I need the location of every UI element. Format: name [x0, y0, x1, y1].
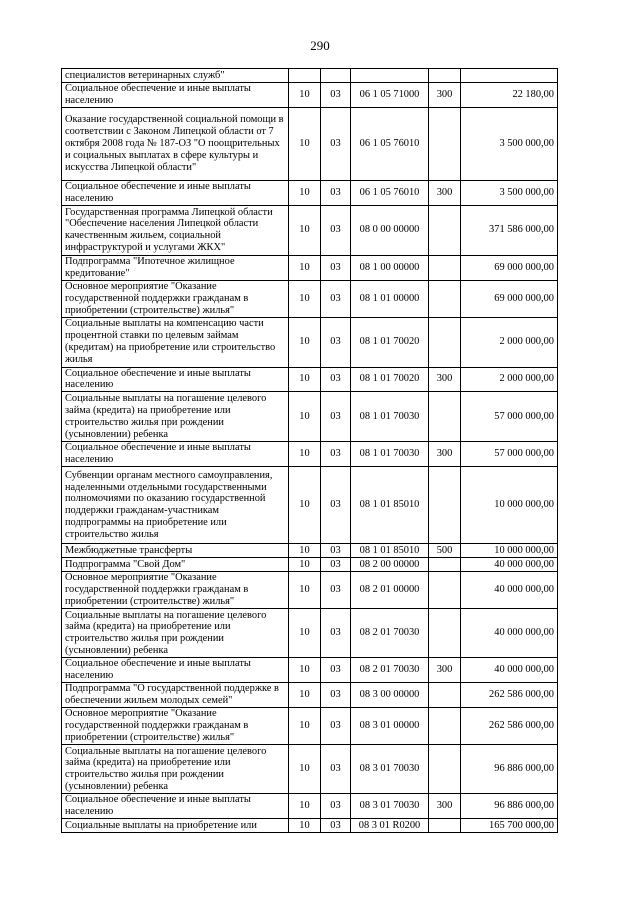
- row-section: 10: [289, 83, 321, 108]
- table-row: [62, 205, 558, 255]
- row-amount: 2 000 000,00: [461, 367, 558, 392]
- row-target-article: 08 1 00 00000: [351, 255, 429, 280]
- row-expense-type: 300: [429, 367, 461, 392]
- row-expense-type: 300: [429, 794, 461, 819]
- table-row: [62, 794, 558, 819]
- table-row: [62, 683, 558, 708]
- row-target-article: 08 2 00 00000: [351, 558, 429, 572]
- table-row: [62, 367, 558, 392]
- row-section: 10: [289, 609, 321, 658]
- row-name: Подпрограмма "Ипотечное жилищное кредитование": [62, 255, 289, 280]
- row-subsection: 03: [321, 467, 351, 544]
- row-target-article: 06 1 05 76010: [351, 108, 429, 181]
- row-name: Основное мероприятие "Оказание государственной поддержки гражданам в приобретении (строительстве) жилья": [62, 708, 289, 745]
- row-section: 10: [289, 794, 321, 819]
- row-name: Социальное обеспечение и иные выплаты населению: [62, 658, 289, 683]
- row-target-article: 08 2 01 00000: [351, 572, 429, 609]
- row-target-article: 08 1 01 85010: [351, 467, 429, 544]
- row-target-article: 08 3 01 R0200: [351, 819, 429, 833]
- row-amount: 22 180,00: [461, 83, 558, 108]
- row-section: 10: [289, 708, 321, 745]
- table-row: [62, 442, 558, 467]
- row-section: 10: [289, 544, 321, 558]
- row-target-article: 06 1 05 76010: [351, 181, 429, 206]
- table-row: [62, 108, 558, 181]
- row-section: 10: [289, 572, 321, 609]
- row-amount: 10 000 000,00: [461, 544, 558, 558]
- budget-table-body: [62, 69, 558, 833]
- row-expense-type: [429, 558, 461, 572]
- row-subsection: 03: [321, 317, 351, 367]
- row-target-article: 06 1 05 71000: [351, 83, 429, 108]
- table-row: [62, 467, 558, 544]
- row-expense-type: 300: [429, 658, 461, 683]
- table-row: [62, 317, 558, 367]
- row-section: 10: [289, 367, 321, 392]
- row-expense-type: 300: [429, 181, 461, 206]
- row-section: 10: [289, 317, 321, 367]
- row-subsection: 03: [321, 658, 351, 683]
- row-expense-type: [429, 392, 461, 442]
- row-name: Социальное обеспечение и иные выплаты населению: [62, 367, 289, 392]
- row-section: 10: [289, 181, 321, 206]
- row-subsection: 03: [321, 572, 351, 609]
- row-amount: 40 000 000,00: [461, 572, 558, 609]
- row-section: 10: [289, 558, 321, 572]
- row-expense-type: [429, 108, 461, 181]
- row-subsection: 03: [321, 367, 351, 392]
- table-row: [62, 181, 558, 206]
- table-row: [62, 745, 558, 794]
- row-name: специалистов ветеринарных служб": [62, 69, 289, 83]
- row-name: Субвенции органам местного самоуправления, наделенными отдельными государственными полномочиями по оказанию государственной поддержки гражданам-участникам подпрограммы на приобретение или строительство жилья: [62, 467, 289, 544]
- row-subsection: 03: [321, 442, 351, 467]
- row-amount: 40 000 000,00: [461, 609, 558, 658]
- row-section: [289, 69, 321, 83]
- row-amount: 57 000 000,00: [461, 442, 558, 467]
- row-amount: 69 000 000,00: [461, 255, 558, 280]
- row-target-article: 08 1 01 70020: [351, 367, 429, 392]
- row-name: Социальные выплаты на погашение целевого займа (кредита) на приобретение или строительство жилья при рождении (усыновлении) ребенка: [62, 609, 289, 658]
- row-expense-type: 500: [429, 544, 461, 558]
- row-name: Социальное обеспечение и иные выплаты населению: [62, 83, 289, 108]
- row-section: 10: [289, 255, 321, 280]
- row-section: 10: [289, 819, 321, 833]
- row-expense-type: [429, 609, 461, 658]
- row-target-article: 08 1 01 85010: [351, 544, 429, 558]
- row-section: 10: [289, 108, 321, 181]
- row-amount: 40 000 000,00: [461, 658, 558, 683]
- row-section: 10: [289, 467, 321, 544]
- row-expense-type: [429, 280, 461, 317]
- row-name: Подпрограмма "Свой Дом": [62, 558, 289, 572]
- page-number: 290: [310, 38, 330, 53]
- row-subsection: 03: [321, 558, 351, 572]
- row-target-article: 08 3 01 70030: [351, 745, 429, 794]
- budget-table: [61, 68, 558, 833]
- table-row: [62, 572, 558, 609]
- row-amount: 57 000 000,00: [461, 392, 558, 442]
- table-row: [62, 819, 558, 833]
- row-expense-type: [429, 255, 461, 280]
- row-name: Государственная программа Липецкой области "Обеспечение населения Липецкой области качественным жильем, социальной инфраструктурой и услугами ЖКХ": [62, 205, 289, 255]
- row-amount: 10 000 000,00: [461, 467, 558, 544]
- row-subsection: [321, 69, 351, 83]
- row-section: 10: [289, 205, 321, 255]
- table-row: [62, 708, 558, 745]
- row-target-article: 08 2 01 70030: [351, 609, 429, 658]
- row-name: Социальное обеспечение и иные выплаты населению: [62, 442, 289, 467]
- row-target-article: 08 1 01 70030: [351, 392, 429, 442]
- row-section: 10: [289, 442, 321, 467]
- row-subsection: 03: [321, 708, 351, 745]
- row-expense-type: [429, 69, 461, 83]
- row-expense-type: [429, 572, 461, 609]
- row-expense-type: [429, 467, 461, 544]
- row-subsection: 03: [321, 392, 351, 442]
- row-target-article: 08 3 01 00000: [351, 708, 429, 745]
- table-row: [62, 69, 558, 83]
- row-target-article: 08 2 01 70030: [351, 658, 429, 683]
- row-subsection: 03: [321, 83, 351, 108]
- row-name: Социальные выплаты на погашение целевого займа (кредита) на приобретение или строительство жилья при рождении (усыновлении) ребенка: [62, 745, 289, 794]
- row-name: Социальное обеспечение и иные выплаты населению: [62, 794, 289, 819]
- row-subsection: 03: [321, 544, 351, 558]
- row-section: 10: [289, 280, 321, 317]
- row-amount: 3 500 000,00: [461, 108, 558, 181]
- row-subsection: 03: [321, 181, 351, 206]
- row-name: Подпрограмма "О государственной поддержке в обеспечении жильем молодых семей": [62, 683, 289, 708]
- row-subsection: 03: [321, 794, 351, 819]
- row-expense-type: [429, 745, 461, 794]
- table-row: [62, 280, 558, 317]
- table-row: [62, 83, 558, 108]
- row-section: 10: [289, 392, 321, 442]
- row-subsection: 03: [321, 205, 351, 255]
- table-row: [62, 392, 558, 442]
- row-target-article: 08 3 01 70030: [351, 794, 429, 819]
- row-expense-type: [429, 317, 461, 367]
- row-amount: 165 700 000,00: [461, 819, 558, 833]
- row-section: 10: [289, 683, 321, 708]
- row-target-article: 08 1 01 70030: [351, 442, 429, 467]
- row-target-article: 08 1 01 00000: [351, 280, 429, 317]
- row-section: 10: [289, 745, 321, 794]
- row-name: Социальные выплаты на приобретение или: [62, 819, 289, 833]
- row-amount: 371 586 000,00: [461, 205, 558, 255]
- row-amount: [461, 69, 558, 83]
- row-subsection: 03: [321, 819, 351, 833]
- row-expense-type: [429, 819, 461, 833]
- row-name: Основное мероприятие "Оказание государственной поддержки гражданам в приобретении (строительстве) жилья": [62, 280, 289, 317]
- row-expense-type: [429, 708, 461, 745]
- row-amount: 2 000 000,00: [461, 317, 558, 367]
- row-name: Социальные выплаты на компенсацию части процентной ставки по целевым займам (кредитам) на приобретение или строительство жилья: [62, 317, 289, 367]
- row-amount: 3 500 000,00: [461, 181, 558, 206]
- row-subsection: 03: [321, 280, 351, 317]
- row-expense-type: [429, 205, 461, 255]
- table-row: [62, 255, 558, 280]
- row-subsection: 03: [321, 255, 351, 280]
- row-subsection: 03: [321, 609, 351, 658]
- row-section: 10: [289, 658, 321, 683]
- table-row: [62, 558, 558, 572]
- row-expense-type: 300: [429, 442, 461, 467]
- row-name: Основное мероприятие "Оказание государственной поддержки гражданам в приобретении (строительстве) жилья": [62, 572, 289, 609]
- table-row: [62, 609, 558, 658]
- row-subsection: 03: [321, 108, 351, 181]
- row-amount: 96 886 000,00: [461, 745, 558, 794]
- row-expense-type: 300: [429, 83, 461, 108]
- row-subsection: 03: [321, 683, 351, 708]
- row-amount: 262 586 000,00: [461, 708, 558, 745]
- row-amount: 96 886 000,00: [461, 794, 558, 819]
- row-target-article: 08 3 00 00000: [351, 683, 429, 708]
- row-target-article: 08 1 01 70020: [351, 317, 429, 367]
- row-name: Социальное обеспечение и иные выплаты населению: [62, 181, 289, 206]
- row-name: Социальные выплаты на погашение целевого займа (кредита) на приобретение или строительство жилья при рождении (усыновлении) ребенка: [62, 392, 289, 442]
- table-row: [62, 658, 558, 683]
- row-name: Оказание государственной социальной помощи в соответствии с Законом Липецкой области от 7 октября 2008 года № 187-ОЗ "О поощрительных и социальных выплатах в сфере культуры и искусства Липецкой области": [62, 108, 289, 181]
- row-expense-type: [429, 683, 461, 708]
- row-target-article: [351, 69, 429, 83]
- row-target-article: 08 0 00 00000: [351, 205, 429, 255]
- row-amount: 69 000 000,00: [461, 280, 558, 317]
- row-name: Межбюджетные трансферты: [62, 544, 289, 558]
- table-row: [62, 544, 558, 558]
- row-amount: 262 586 000,00: [461, 683, 558, 708]
- row-amount: 40 000 000,00: [461, 558, 558, 572]
- row-subsection: 03: [321, 745, 351, 794]
